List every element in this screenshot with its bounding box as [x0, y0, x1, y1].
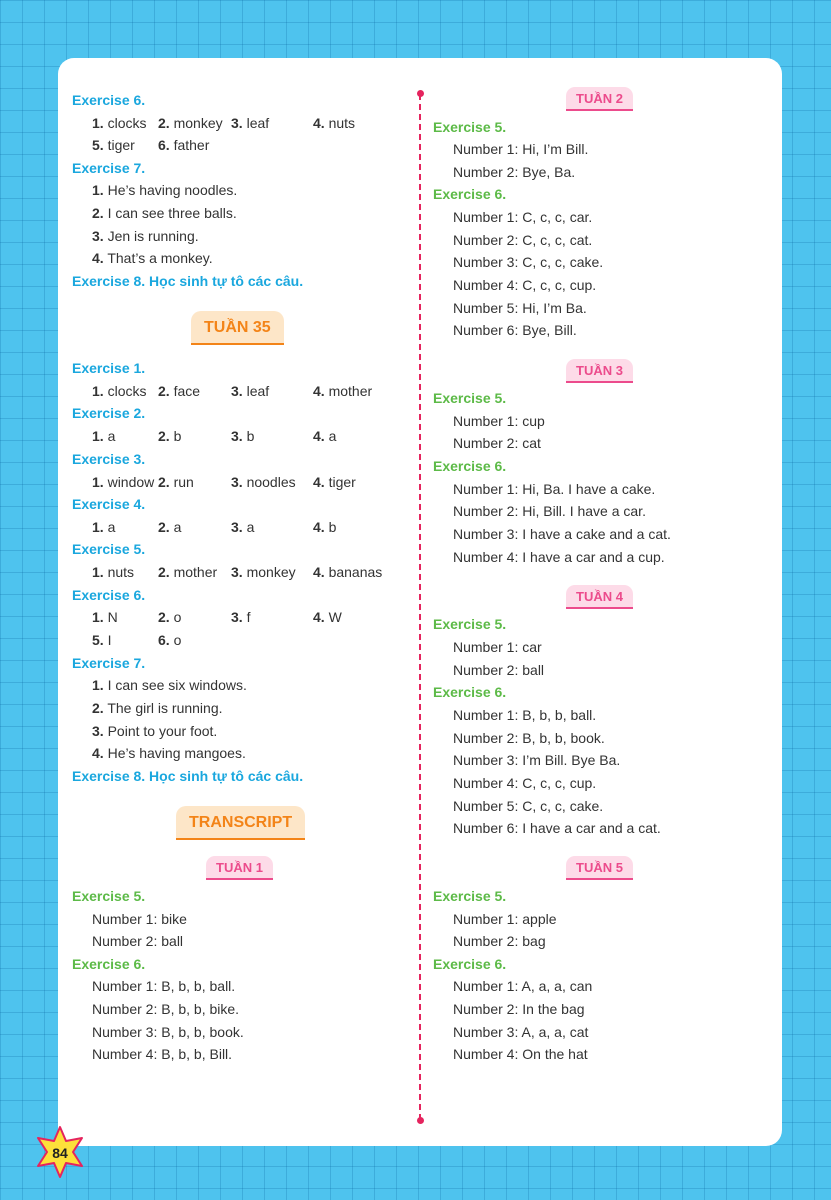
transcript-line: Number 4: B, b, b, Bill. [92, 1046, 233, 1062]
item-text: b [328, 519, 337, 535]
section-title-tuan-1: TUẦN 1 [206, 856, 273, 880]
transcript-line: Number 2: ball [453, 662, 545, 678]
item-number: 4. [92, 745, 104, 761]
item-number: 3. [231, 609, 243, 625]
transcript-line: Number 2: In the bag [453, 1001, 585, 1017]
exercise-heading: Exercise 2. [72, 405, 146, 421]
answer-item-2 [158, 473, 194, 491]
item-number: 4. [313, 564, 325, 580]
item-text: monkey [173, 115, 223, 131]
transcript-line: Number 2: ball [92, 933, 184, 949]
exercise-heading: Exercise 6. [433, 956, 507, 972]
section-title-tuan-4: TUẦN 4 [566, 585, 633, 609]
transcript-line: Number 1: bike [92, 911, 187, 927]
exercise-heading: Exercise 1. [72, 360, 146, 376]
answer-item-3 [231, 473, 296, 491]
answer-item-2 [158, 114, 223, 132]
item-number: 5. [92, 137, 104, 153]
item-number: 2. [158, 564, 170, 580]
answer-item-2 [158, 563, 217, 581]
answer-item-3 [231, 114, 269, 132]
answer-item-4 [313, 518, 336, 536]
item-number: 1. [92, 474, 104, 490]
page-number: 84 [52, 1145, 68, 1161]
item-text: run [173, 474, 194, 490]
item-number: 1. [92, 677, 104, 693]
transcript-line: Number 2: B, b, b, book. [453, 730, 605, 746]
transcript-line: Number 3: I have a cake and a cat. [453, 526, 671, 542]
item-text: I can see three balls. [107, 205, 237, 221]
exercise-heading: Exercise 6. [72, 92, 146, 108]
item-text: monkey [246, 564, 296, 580]
item-number: 2. [158, 115, 170, 131]
answer-item-3 [231, 608, 250, 626]
item-text: leaf [246, 115, 270, 131]
answer-sentence [92, 699, 223, 717]
exercise-heading: Exercise 7. [72, 655, 146, 671]
item-text: noodles [246, 474, 296, 490]
answer-item-4 [313, 473, 356, 491]
section-title-tuan-5: TUẦN 5 [566, 856, 633, 880]
item-text: That’s a monkey. [107, 250, 213, 266]
item-text: a [107, 428, 116, 444]
item-number: 3. [231, 519, 243, 535]
item-text: f [246, 609, 251, 625]
answer-item-1 [92, 427, 115, 445]
item-number: 4. [313, 383, 325, 399]
exercise-heading: Exercise 5. [433, 616, 507, 632]
item-number: 6. [158, 137, 170, 153]
item-text: window [107, 474, 155, 490]
transcript-line: Number 1: C, c, c, car. [453, 209, 593, 225]
answer-item-1 [92, 631, 111, 649]
item-text: He’s having noodles. [107, 182, 238, 198]
section-title-tuan-35: TUẦN 35 [191, 311, 284, 345]
transcript-line: Number 1: B, b, b, ball. [92, 978, 236, 994]
item-text: tiger [328, 474, 356, 490]
item-text: The girl is running. [107, 700, 223, 716]
exercise-heading: Exercise 6. [433, 684, 507, 700]
transcript-line: Number 5: Hi, I’m Ba. [453, 300, 587, 316]
transcript-line: Number 3: C, c, c, cake. [453, 254, 604, 270]
transcript-line: Number 1: apple [453, 911, 557, 927]
item-number: 3. [92, 723, 104, 739]
answer-sentence [92, 249, 213, 267]
exercise-heading: Exercise 8. Học sinh tự tô các câu. [72, 273, 304, 289]
column-divider [419, 94, 421, 1120]
item-text: nuts [107, 564, 135, 580]
answer-item-4 [313, 427, 336, 445]
transcript-line: Number 5: C, c, c, cake. [453, 798, 604, 814]
item-text: I can see six windows. [107, 677, 247, 693]
item-text: o [173, 609, 182, 625]
transcript-line: Number 4: I have a car and a cup. [453, 549, 665, 565]
section-title-tuan-2: TUẦN 2 [566, 87, 633, 111]
item-number: 1. [92, 182, 104, 198]
answer-item-4 [313, 114, 355, 132]
transcript-line: Number 1: cup [453, 413, 545, 429]
item-number: 3. [231, 564, 243, 580]
item-text: Jen is running. [107, 228, 199, 244]
transcript-line: Number 1: Hi, I’m Bill. [453, 141, 589, 157]
transcript-line: Number 2: cat [453, 435, 541, 451]
item-text: face [173, 383, 201, 399]
transcript-line: Number 6: I have a car and a cat. [453, 820, 661, 836]
transcript-line: Number 3: I’m Bill. Bye Ba. [453, 752, 621, 768]
divider-dot-bottom [417, 1117, 424, 1124]
exercise-heading: Exercise 6. [433, 186, 507, 202]
answer-item-4 [313, 563, 382, 581]
answer-item-2 [158, 136, 209, 154]
item-text: a [107, 519, 116, 535]
exercise-heading: Exercise 5. [433, 119, 507, 135]
item-text: b [246, 428, 255, 444]
exercise-heading: Exercise 6. [72, 587, 146, 603]
exercise-heading: Exercise 5. [433, 888, 507, 904]
answer-item-3 [231, 563, 296, 581]
transcript-line: Number 2: C, c, c, cat. [453, 232, 593, 248]
item-text: mother [173, 564, 218, 580]
item-text: I [107, 632, 112, 648]
answer-item-2 [158, 382, 200, 400]
answer-sentence [92, 181, 237, 199]
item-number: 1. [92, 564, 104, 580]
answer-item-1 [92, 473, 154, 491]
item-text: o [173, 632, 182, 648]
answer-item-2 [158, 631, 181, 649]
item-text: W [328, 609, 342, 625]
exercise-heading: Exercise 6. [433, 458, 507, 474]
transcript-line: Number 1: car [453, 639, 542, 655]
exercise-heading: Exercise 4. [72, 496, 146, 512]
answer-sentence [92, 204, 237, 222]
answer-item-4 [313, 608, 342, 626]
transcript-line: Number 1: B, b, b, ball. [453, 707, 597, 723]
item-text: clocks [107, 115, 147, 131]
answer-item-1 [92, 382, 146, 400]
answer-item-3 [231, 518, 254, 536]
answer-item-1 [92, 114, 146, 132]
exercise-heading: Exercise 7. [72, 160, 146, 176]
item-text: bananas [328, 564, 383, 580]
item-number: 4. [313, 609, 325, 625]
item-number: 3. [231, 383, 243, 399]
item-number: 4. [92, 250, 104, 266]
answer-sentence [92, 744, 246, 762]
item-number: 5. [92, 632, 104, 648]
item-text: leaf [246, 383, 270, 399]
item-text: He’s having mangoes. [107, 745, 246, 761]
exercise-heading: Exercise 8. Học sinh tự tô các câu. [72, 768, 304, 784]
exercise-heading: Exercise 6. [72, 956, 146, 972]
answer-sentence [92, 227, 199, 245]
transcript-line: Number 4: C, c, c, cup. [453, 775, 597, 791]
transcript-line: Number 4: On the hat [453, 1046, 588, 1062]
item-number: 2. [158, 519, 170, 535]
item-text: clocks [107, 383, 147, 399]
item-number: 3. [231, 474, 243, 490]
item-text: nuts [328, 115, 356, 131]
exercise-heading: Exercise 5. [433, 390, 507, 406]
section-title-transcript: TRANSCRIPT [176, 806, 305, 840]
item-text: N [107, 609, 118, 625]
answer-item-1 [92, 563, 134, 581]
item-number: 1. [92, 428, 104, 444]
item-number: 6. [158, 632, 170, 648]
item-text: tiger [107, 137, 135, 153]
item-number: 1. [92, 115, 104, 131]
item-text: b [173, 428, 182, 444]
transcript-line: Number 2: B, b, b, bike. [92, 1001, 240, 1017]
section-title-tuan-3: TUẦN 3 [566, 359, 633, 383]
item-text: a [328, 428, 337, 444]
answer-item-3 [231, 427, 254, 445]
transcript-line: Number 3: B, b, b, book. [92, 1024, 244, 1040]
item-number: 2. [158, 383, 170, 399]
answer-item-2 [158, 608, 181, 626]
item-number: 3. [231, 115, 243, 131]
item-number: 4. [313, 519, 325, 535]
answer-item-1 [92, 608, 118, 626]
answer-sentence [92, 722, 217, 740]
item-number: 2. [92, 700, 104, 716]
transcript-line: Number 2: Hi, Bill. I have a car. [453, 503, 646, 519]
answer-item-1 [92, 136, 135, 154]
transcript-line: Number 1: A, a, a, can [453, 978, 593, 994]
transcript-line: Number 4: C, c, c, cup. [453, 277, 597, 293]
item-number: 1. [92, 609, 104, 625]
item-number: 4. [313, 474, 325, 490]
item-number: 1. [92, 383, 104, 399]
item-text: mother [328, 383, 373, 399]
transcript-line: Number 2: bag [453, 933, 546, 949]
item-text: father [173, 137, 210, 153]
exercise-heading: Exercise 5. [72, 541, 146, 557]
transcript-line: Number 6: Bye, Bill. [453, 322, 577, 338]
item-number: 2. [158, 474, 170, 490]
transcript-line: Number 3: A, a, a, cat [453, 1024, 589, 1040]
item-number: 1. [92, 519, 104, 535]
answer-item-2 [158, 518, 181, 536]
item-text: a [173, 519, 182, 535]
item-number: 4. [313, 428, 325, 444]
exercise-heading: Exercise 5. [72, 888, 146, 904]
item-number: 3. [92, 228, 104, 244]
answer-item-1 [92, 518, 115, 536]
item-number: 3. [231, 428, 243, 444]
answer-item-4 [313, 382, 372, 400]
item-number: 2. [158, 428, 170, 444]
answer-item-3 [231, 382, 269, 400]
answer-item-2 [158, 427, 181, 445]
exercise-heading: Exercise 3. [72, 451, 146, 467]
transcript-line: Number 1: Hi, Ba. I have a cake. [453, 481, 656, 497]
item-text: a [246, 519, 255, 535]
item-number: 2. [92, 205, 104, 221]
transcript-line: Number 2: Bye, Ba. [453, 164, 576, 180]
item-number: 4. [313, 115, 325, 131]
divider-dot-top [417, 90, 424, 97]
answer-sentence [92, 676, 247, 694]
item-number: 2. [158, 609, 170, 625]
item-text: Point to your foot. [107, 723, 218, 739]
